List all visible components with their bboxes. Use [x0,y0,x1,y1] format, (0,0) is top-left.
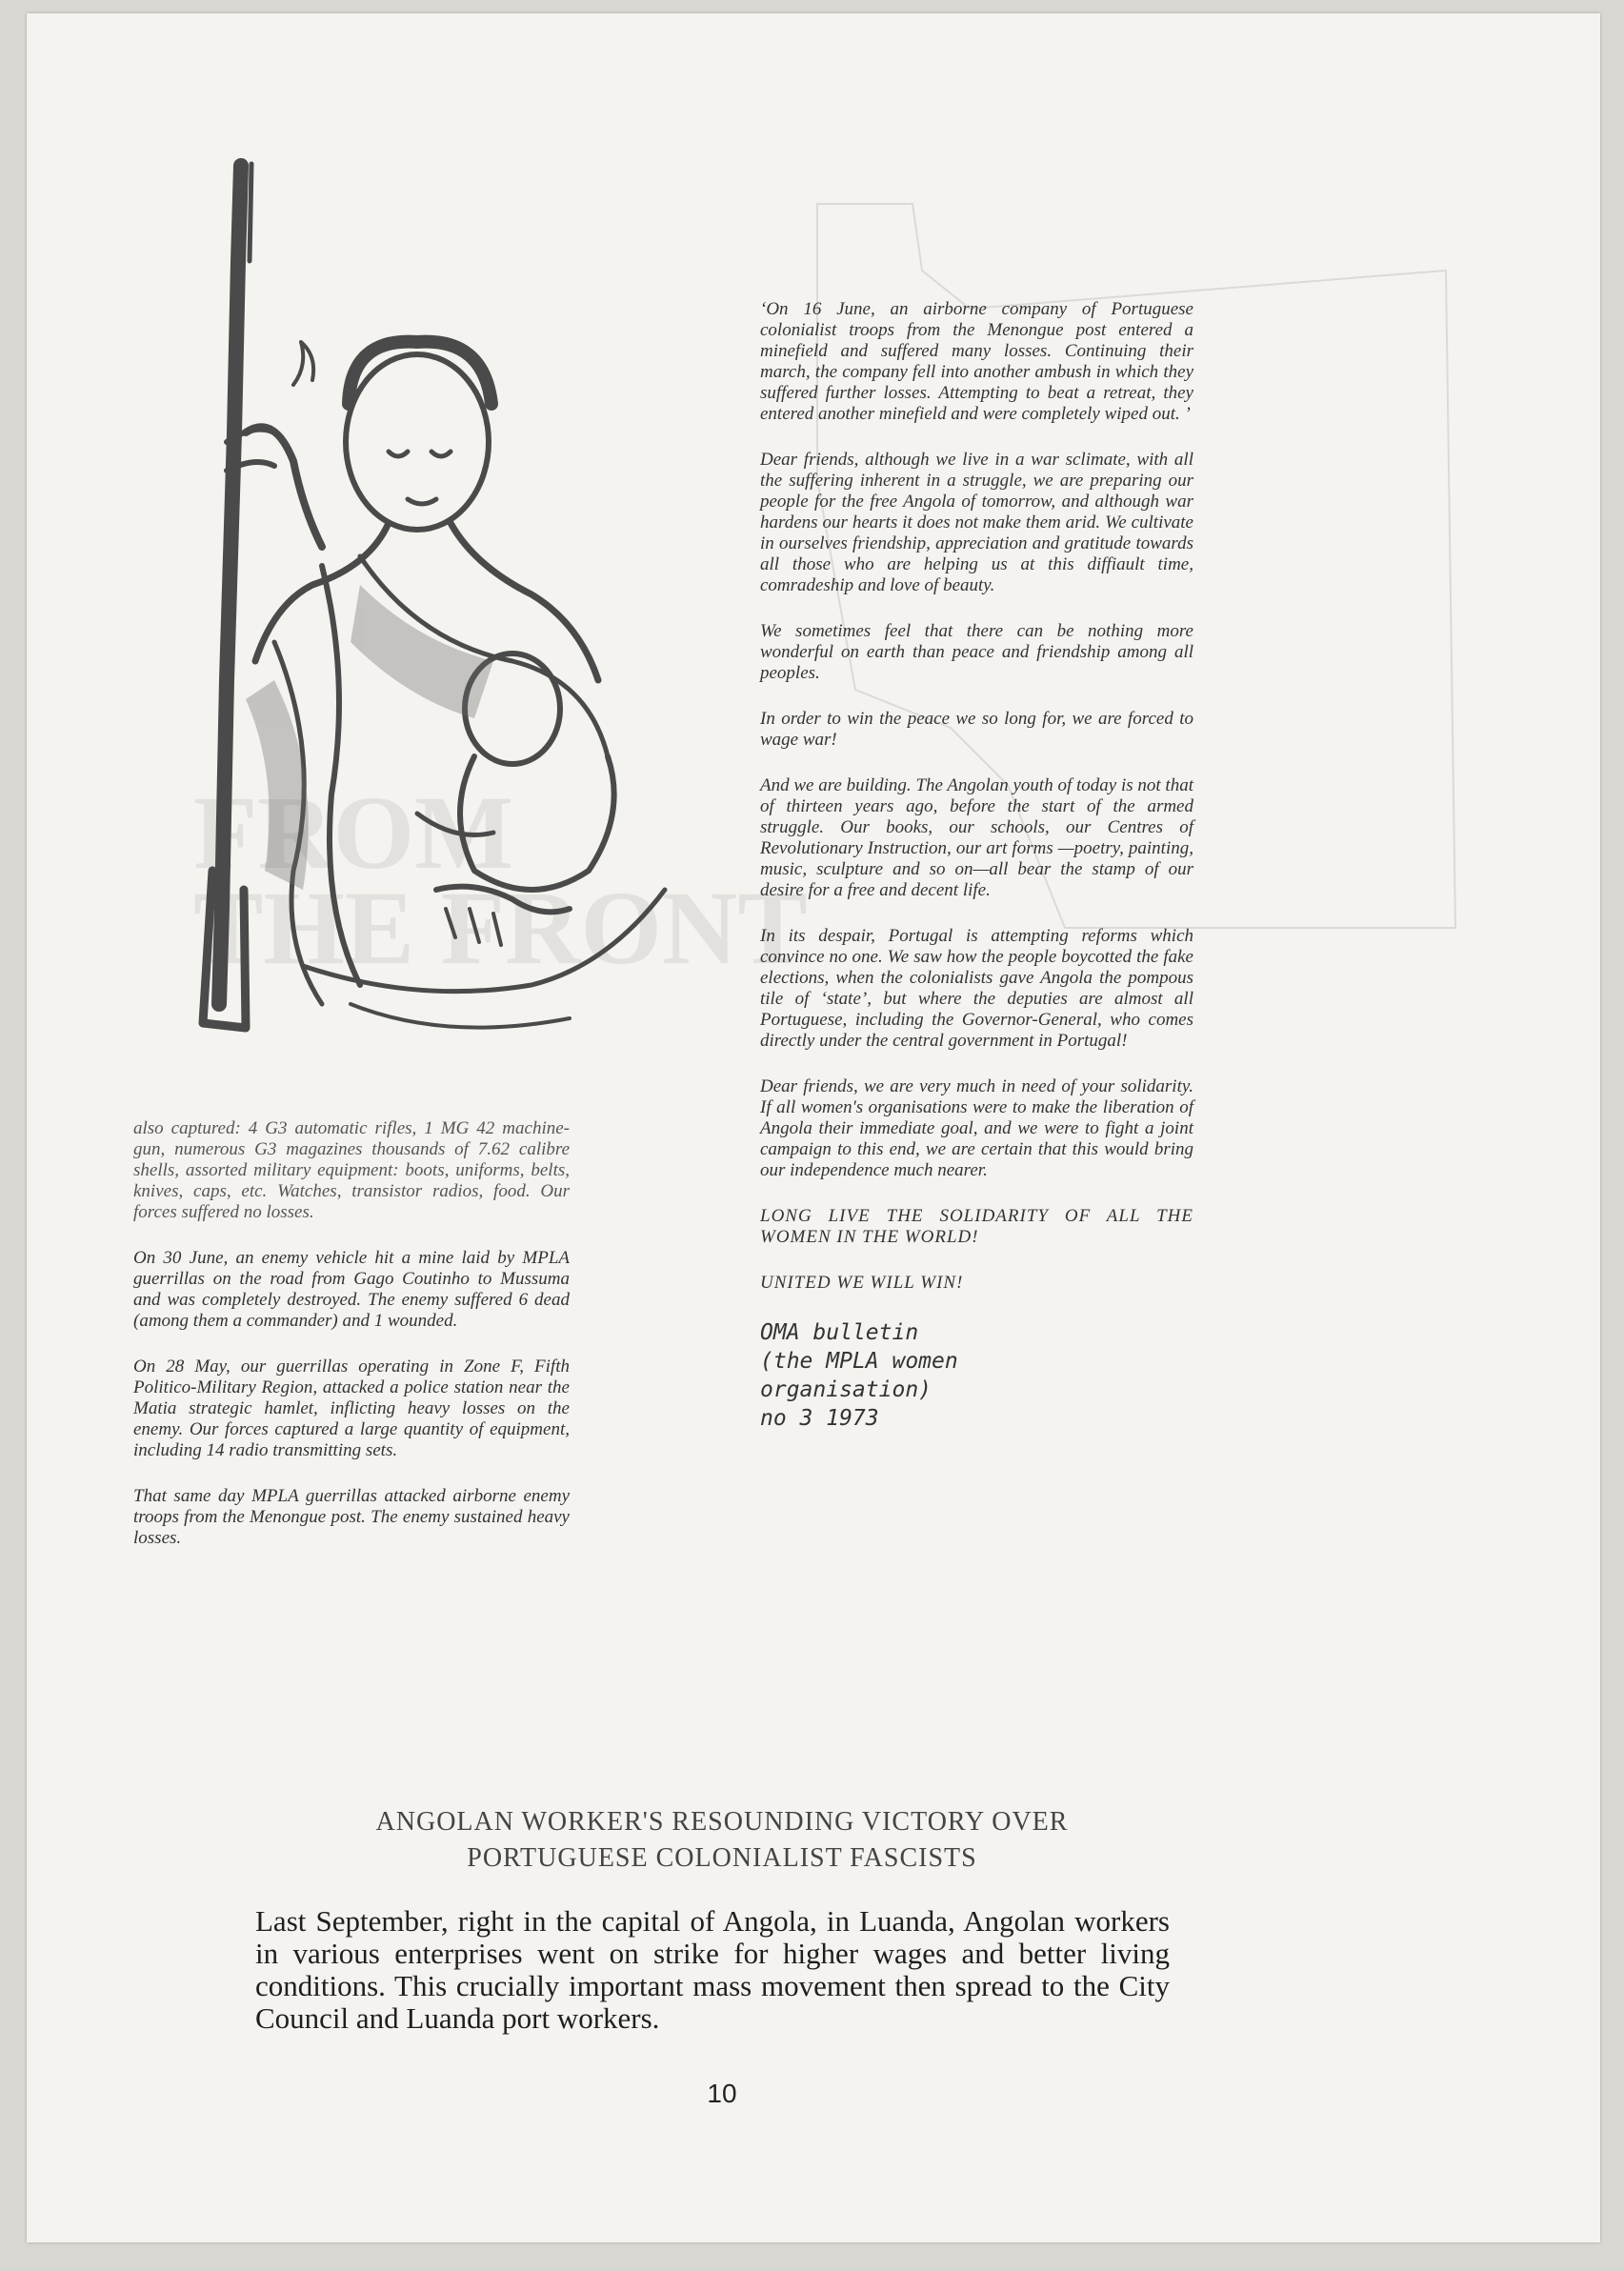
woman-with-rifle-and-child-illustration [131,147,703,1061]
article-headline [198,1804,1246,1877]
document-page [27,13,1600,2242]
signature-line: OMA bulletin [760,1320,919,1345]
paragraph: That same day MPLA guerrillas attacked airborne enemy troops from the Menongue post. The enemy sustained heavy losses. [133,1486,570,1548]
slogan: UNITED WE WILL WIN! [760,1273,964,1293]
bleed-through-decoration: FROM THE FRONT [193,774,808,986]
paragraph: Dear friends, we are very much in need of your solidarity. If all women's organisations were to make the liberation of Angola their immediate goal, and we were to fight a joint campaign to this end, we are certain that this would bring our independence much nearer. [760,1076,1193,1180]
paragraph: In order to win the peace we so long for, we are forced to wage war! [760,709,1193,750]
paragraph: We sometimes feel that there can be nothing more wonderful on earth than peace and friendship among all peoples. [760,621,1193,683]
paragraph: ‘On 16 June, an airborne company of Portuguese colonialist troops from the Menongue post entered a minefield and suffered many losses. Continuing their march, the company fell into another ambush in which they suffered further losses. Attempting to beat a retreat, they entered another minefield and were completely wiped out. ’ [760,299,1193,424]
headline-line: ANGOLAN WORKER'S RESOUNDING VICTORY OVER [375,1807,1069,1837]
headline-line: PORTUGUESE COLONIALIST FASCISTS [467,1843,977,1873]
signature-line: (the MPLA women [760,1349,958,1374]
paragraph: And we are building. The Angolan youth of today is not that of thirteen years ago, before the start of the armed struggle. Our books, our schools, our Centres of Revolutionary Instruction, our art forms —poetry, painting, music, sculpture and so on—all bear the stamp of our desire for a free and decent life. [760,775,1193,900]
article-body: Last September, right in the capital of Angola, in Luanda, Angolan workers in various enterprises went on strike for higher wages and better living conditions. This crucially important mass movement then spread to the City Council and Luanda port workers. [255,1904,1170,2035]
slogan: LONG LIVE THE SOLIDARITY OF ALL THE WOMEN IN THE WORLD! [760,1206,1193,1247]
paragraph: On 28 May, our guerrillas operating in Zone F, Fifth Politico-Military Region, attacked a police station near the Matia strategic hamlet, inflicting heavy losses on the enemy. Our forces captured a large quantity of equipment, including 14 radio transmitting sets. [133,1357,570,1460]
paragraph: In its despair, Portugal is attempting reforms which convince no one. We saw how the people boycotted the fake elections, when the colonialists gave Angola the pompous tile of ‘state’, but where the deputies are almost all Portuguese, including the Governor-General, who comes directly under the central government in Portugal! [760,926,1193,1051]
page-number: 10 [707,2079,737,2108]
signature-line: organisation) [760,1377,932,1402]
paragraph: also captured: 4 G3 automatic rifles, 1 MG 42 machine-gun, numerous G3 magazines thousands of 7.62 calibre shells, assorted military equipment: boots, uniforms, belts, knives, caps, etc. Watches, transistor radios, food. Our forces suffered no losses. [133,1118,570,1222]
paragraph: Dear friends, although we live in a war sclimate, with all the suffering inherent in a struggle, we are preparing our people for the free Angola of tomorrow, and although war hardens our hearts it does not make them arid. We cultivate in ourselves friendship, appreciation and gratitude towards all those who are helping us at this diffiault time, comradeship and love of beauty. [760,450,1193,595]
left-text-column [133,1118,570,1574]
signature-line: no 3 1973 [760,1406,879,1431]
paragraph: On 30 June, an enemy vehicle hit a mine laid by MPLA guerrillas on the road from Gago Coutinho to Mussuma and was completely destroyed. The enemy suffered 6 dead (among them a commander) and 1 wounded. [133,1248,570,1331]
right-text-column [760,299,1193,1433]
signature-block [760,1318,1193,1433]
